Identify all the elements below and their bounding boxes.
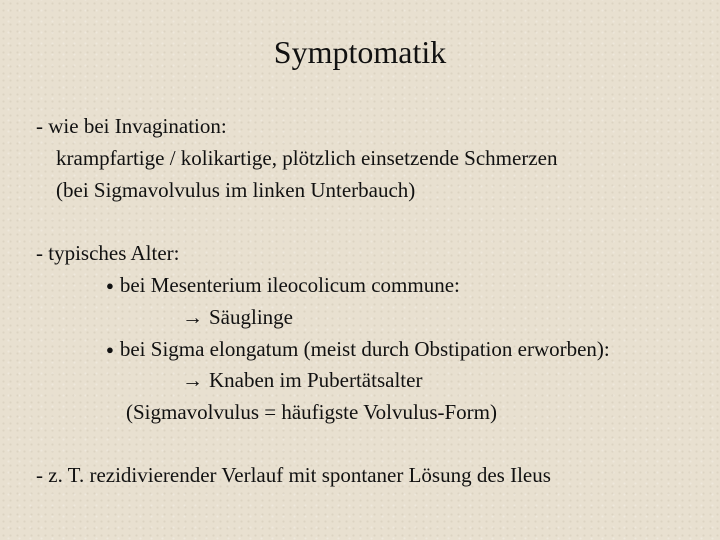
text-line: - typisches Alter: (36, 241, 180, 265)
slide-title: Symptomatik (273, 34, 447, 70)
bullet-icon: ● (106, 278, 114, 293)
text-line: - wie bei Invagination: (36, 114, 227, 138)
bullet-item: ● bei Sigma elongatum (meist durch Obstipation erworben): (106, 337, 610, 361)
arrow-right-icon: → (182, 368, 203, 392)
arrow-item: → Säuglinge (182, 305, 293, 329)
text-line: - z. T. rezidivierender Verlauf mit spontaner Lösung des Ileus (36, 463, 551, 487)
text-line: krampfartige / kolikartige, plötzlich einsetzende Schmerzen (56, 146, 558, 170)
arrow-item: → Knaben im Pubertätsalter (182, 368, 423, 392)
text-line: (Sigmavolvulus = häufigste Volvulus-Form) (126, 400, 497, 424)
bullet-item: ● bei Mesenterium ileocolicum commune: (106, 273, 460, 297)
text-line: (bei Sigmavolvulus im linken Unterbauch) (56, 178, 416, 202)
bullet-icon: ● (106, 342, 114, 357)
arrow-right-icon: → (182, 305, 203, 329)
